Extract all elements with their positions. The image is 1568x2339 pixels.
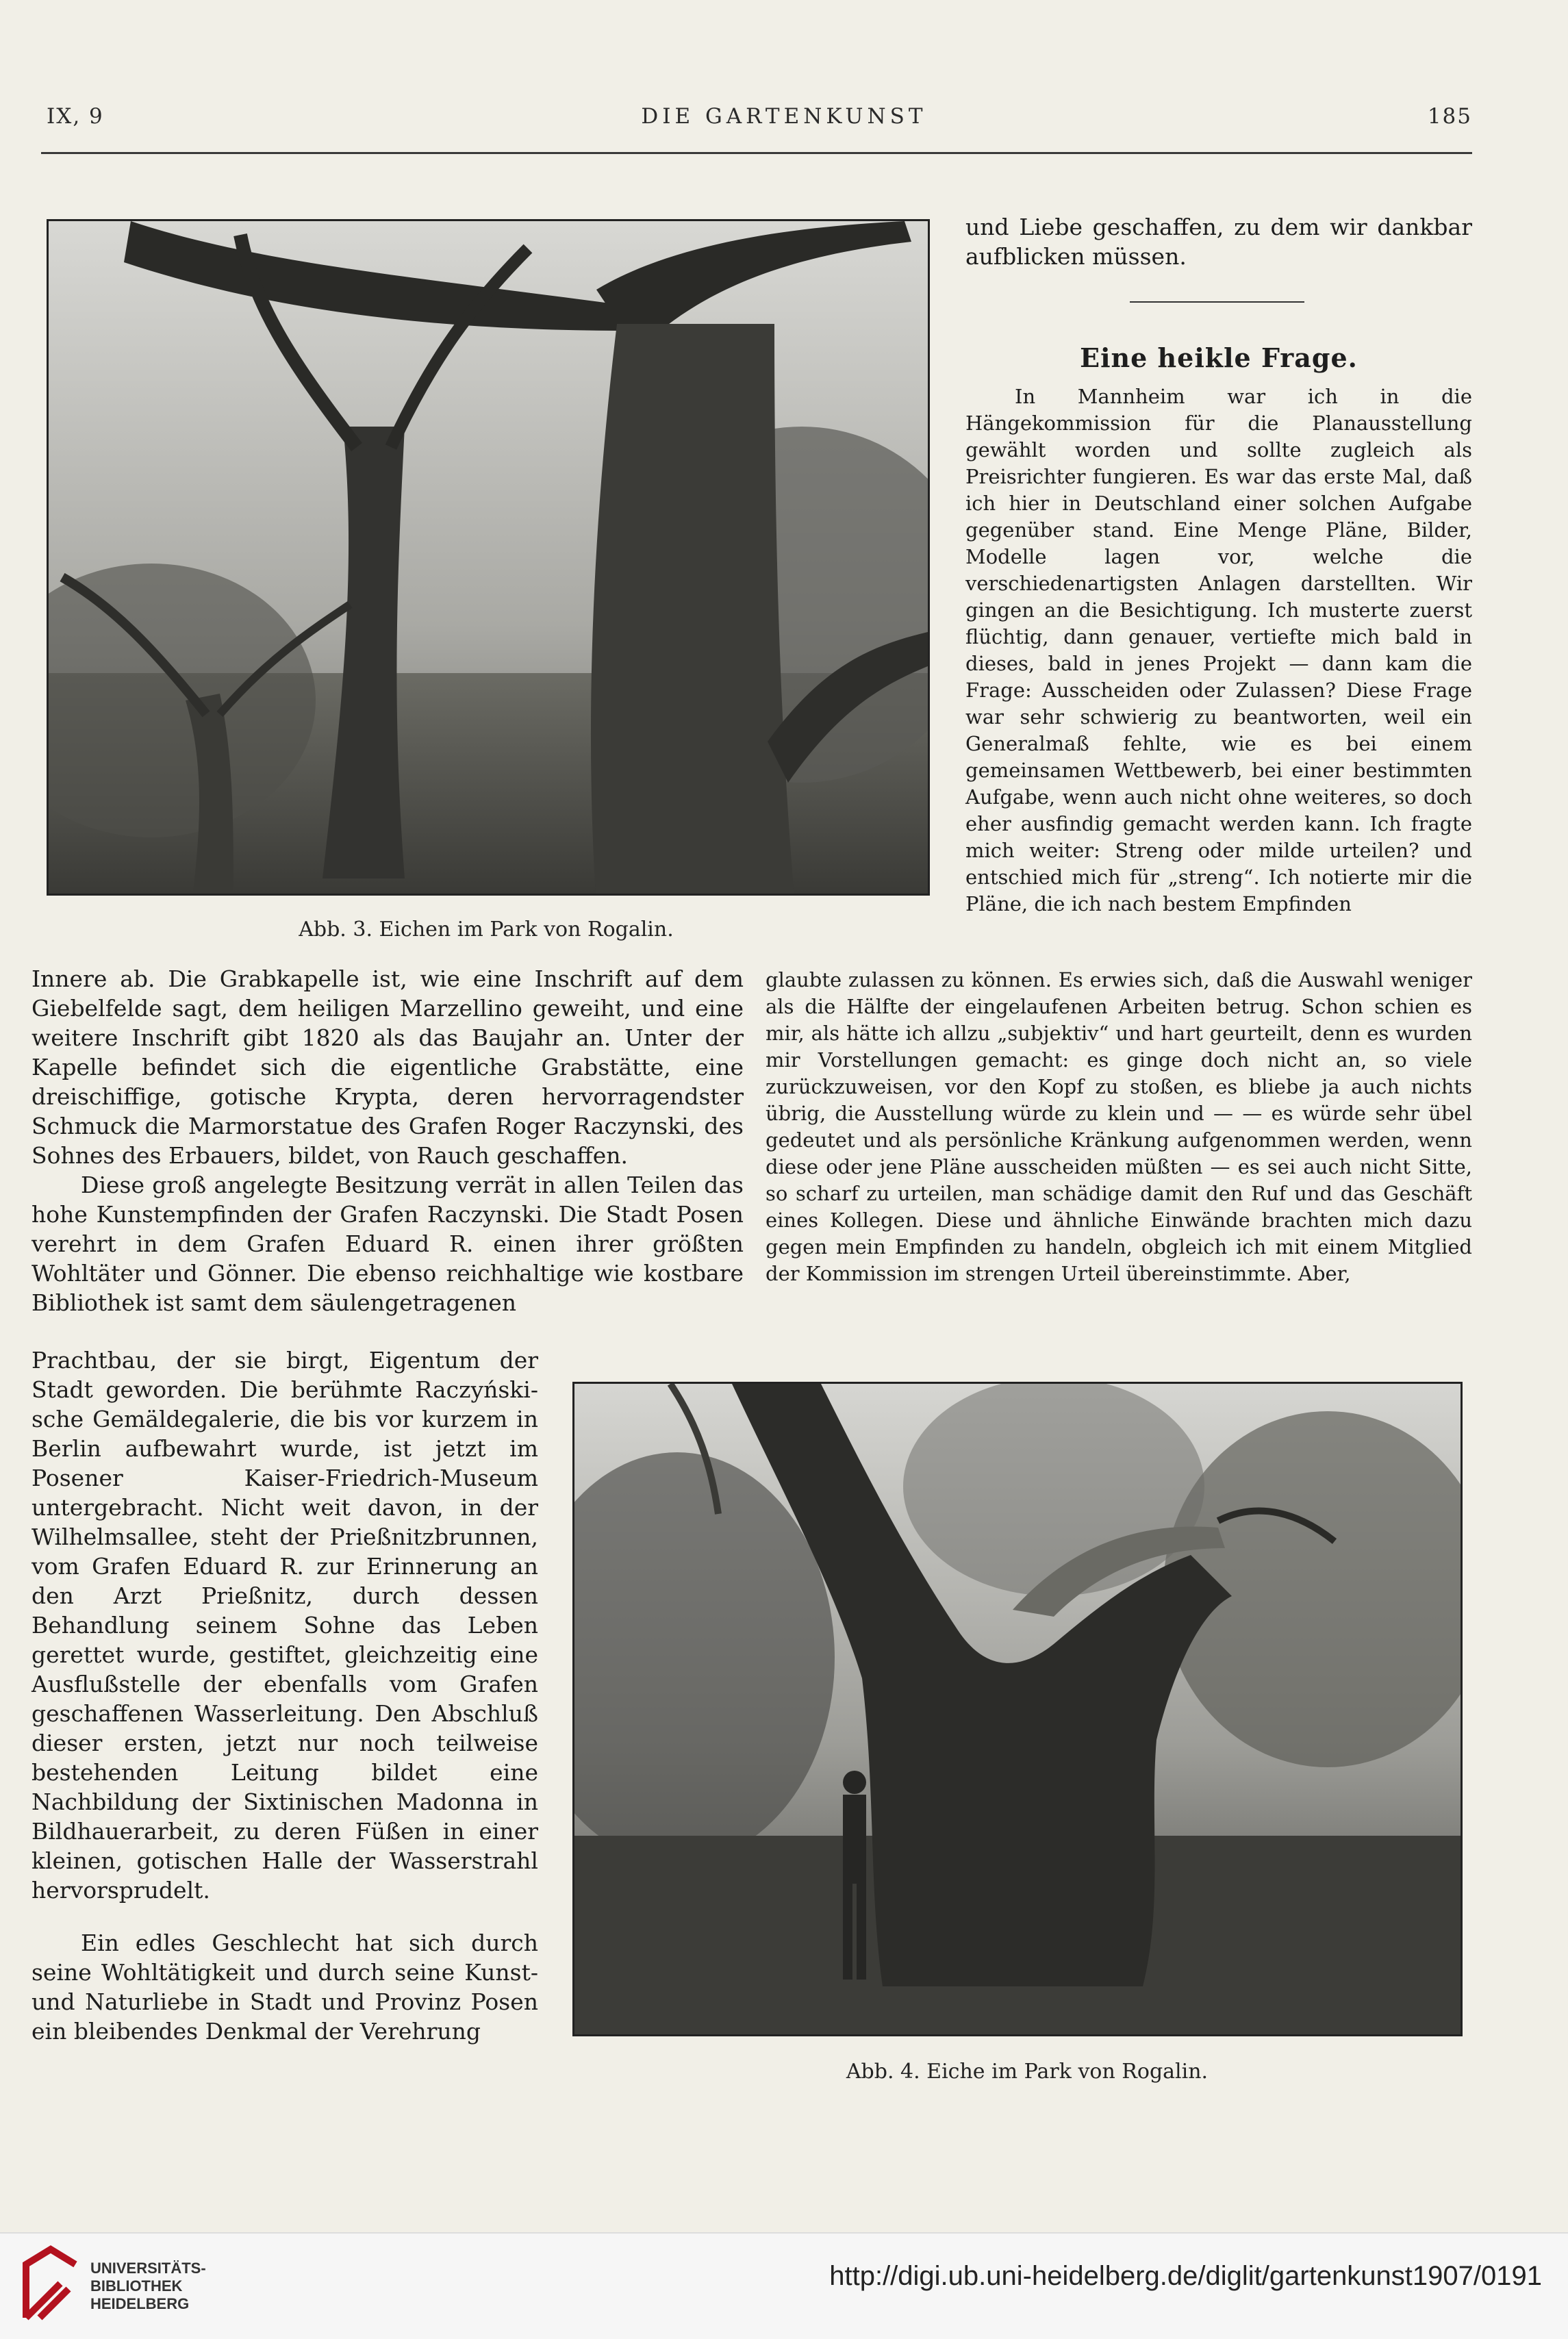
library-name-line-3: HEIDELBERG — [90, 2295, 190, 2312]
right-column-intro — [965, 212, 1472, 271]
library-name-line-1: UNIVERSITÄTS- — [90, 2260, 206, 2277]
volume-issue: IX, 9 — [47, 104, 104, 129]
library-name — [90, 2260, 206, 2313]
figure-4-caption: Abb. 4. Eiche im Park von Rogalin. — [846, 2060, 1209, 2084]
left-paragraph-3: Ein edles Geschlecht hat sich durch seine Wohltätigkeit und durch seine Kunst- und Naturliebe in Stadt und Provinz Posen ein bleibendes Denkmal der Verehrung — [31, 1930, 538, 2045]
left-column-body — [31, 964, 744, 1317]
source-url-link[interactable]: http://digi.ub.uni-heidelberg.de/diglit/gartenkunst1907/0191 — [829, 2261, 1542, 2291]
left-paragraph-2: Diese groß angelegte Besitzung verrät in allen Teilen das hohe Kunstempfinden der Grafen Raczynski. Die Stadt Posen verehrt in dem Grafen Eduard R. einen ihrer größten Wohltäter und Gönner. Die ebenso reichhaltige wie kostbare Bibliothek ist samt dem säulengetragenen — [31, 1172, 744, 1316]
journal-title: DIE GARTENKUNST — [641, 104, 927, 129]
article-paragraph: In Mannheim war ich in die Hängekommission für die Planausstellung gewählt worden und sollte zugleich als Preisrichter fungieren. Es war das erste Mal, daß ich hier in Deutschland einer solchen Aufgabe gegenüber stand. Eine Menge Pläne, Bilder, Modelle lagen vor, welche die verschiedenartigsten Anlagen darstellten. Wir gingen an die Besichtigung. Ich musterte zuerst flüchtig, dann genauer, vertiefte mich bald in dieses, bald in jenes Projekt — dann kam die Frage: Ausscheiden oder Zulassen? Diese Frage war sehr schwierig zu beantworten, weil ein Generalmaß fehlte, wie es bei einem gemeinsamen Wettbewerb, bei einer bestimmten Aufgabe, wenn auch nicht ohne weiteres, so doch eher ausfindig gemacht werden kann. Ich fragte mich weiter: Streng oder milde urteilen? und entschied mich für „streng“. Ich notierte mir die Pläne, die ich nach bestem Empfinden — [965, 385, 1472, 915]
left-paragraph-2-cont: Prachtbau, der sie birgt, Eigentum der Stadt geworden. Die berühmte Raczyński-sche Gemäldegalerie, die bis vor kurzem in Berlin aufbewahrt wurde, ist jetzt im Posener Kaiser-Friedrich-Museum untergebracht. Nicht weit davon, in der Wilhelmsallee, steht der Prießnitzbrunnen, vom Grafen Eduard R. zur Erinnerung an den Arzt Prießnitz, durch dessen Behandlung seinem Sohne das Leben gerettet wurde, gestiftet, gleichzeitig eine Ausflußstelle der ebenfalls vom Grafen geschaffenen Wasserleitung. Den Abschluß dieser ersten, jetzt nur noch teilweise bestehenden Leitung bildet eine Nachbildung der Sixtinischen Madonna in Bildhauerarbeit, zu deren Füßen in einer kleinen, gotischen Halle der Wasserstrahl hervorsprudelt. — [31, 1347, 538, 1904]
figure-4-photo — [572, 1382, 1463, 2036]
page-number: 185 — [1427, 104, 1472, 129]
section-divider — [1130, 301, 1304, 303]
library-name-line-2: BIBLIOTHEK — [90, 2277, 183, 2294]
left-column-narrow — [31, 1345, 538, 2046]
right-column-body — [965, 383, 1472, 918]
header-rule — [41, 152, 1472, 154]
article-continuation: glaubte zulassen zu können. Es erwies sich, daß die Auswahl weniger als die Hälfte der eingelaufenen Arbeiten betrug. Schon schien es mir, als hätte ich allzu „subjektiv“ und hart geurteilt, denn es wurden mir Vorstellungen gemacht: es ginge doch nicht an, so viele zurückzuweisen, vor den Kopf zu stoßen, es bliebe ja auch nichts übrig, die Ausstellung würde zu klein und — — es würde sehr übel gedeutet und als persönliche Kränkung aufgenommen werden, wenn diese oder jene Pläne ausscheiden müßten — es sei auch nicht Sitte, so scharf zu urteilen, man schädige damit den Ruf und das Geschäft eines Kollegen. Diese und ähnliche Einwände brachten mich dazu gegen mein Empfinden zu handeln, obgleich ich mit einem Mitglied der Kommission im strengen Urteil übereinstimmte. Aber, — [766, 968, 1472, 1285]
left-paragraph-1: Innere ab. Die Grabkapelle ist, wie eine Inschrift auf dem Giebelfelde sagt, dem heiligen Marzellino geweiht, und eine weitere Inschrift gibt 1820 als das Baujahr an. Unter der Kapelle befindet sich die eigentliche Grabstätte, eine dreischiffige, gotische Krypta, deren hervorragendster Schmuck die Marmorstatue des Grafen Roger Raczynski, des Sohnes des Erbauers, bildet, von Rauch geschaffen. — [31, 965, 744, 1169]
figure-3-photo — [47, 219, 930, 896]
figure-3-caption: Abb. 3. Eichen im Park von Rogalin. — [299, 918, 674, 941]
intro-text: und Liebe geschaffen, zu dem wir dankbar aufblicken müssen. — [965, 214, 1472, 270]
middle-right-body — [766, 967, 1472, 1287]
university-library-logo — [19, 2244, 82, 2325]
article-heading: Eine heikle Frage. — [1080, 342, 1358, 373]
